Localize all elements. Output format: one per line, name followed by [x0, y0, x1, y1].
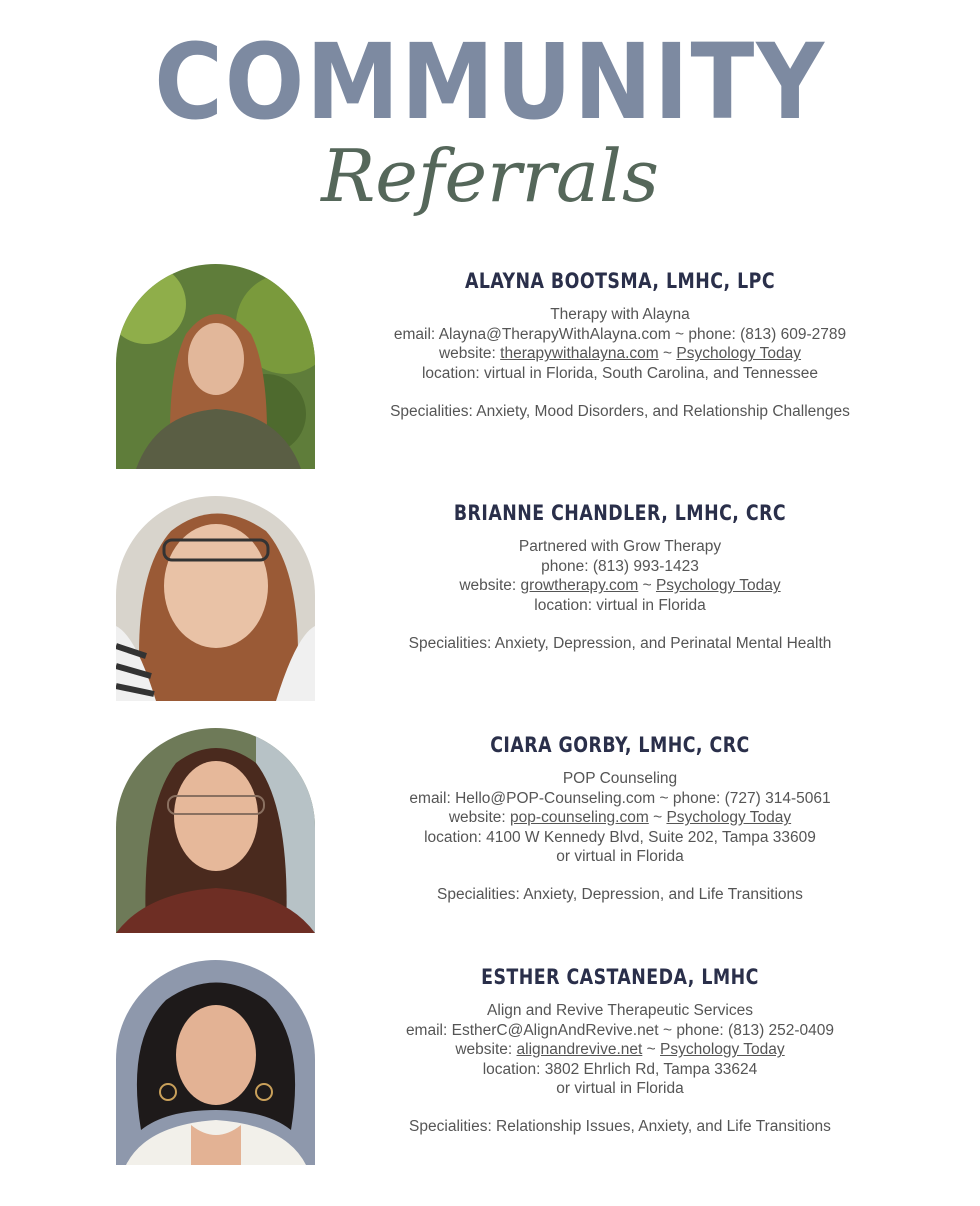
email-label: email:	[409, 789, 451, 807]
psychology-today-link[interactable]: Psychology Today	[676, 345, 802, 363]
phone-number: (813) 609-2789	[740, 325, 847, 343]
practice-name: POP Counseling	[562, 770, 678, 788]
location-line: location: 4100 W Kennedy Blvd, Suite 202, Tampa 33609	[424, 828, 816, 846]
location-line: location: virtual in Florida	[534, 596, 706, 614]
contact-line	[360, 789, 880, 808]
email-address: EstherC@AlignAndRevive.net	[451, 1021, 659, 1039]
psychology-today-link[interactable]: Psychology Today	[655, 577, 781, 595]
separator: ~	[659, 789, 669, 807]
specialities: Specialities: Anxiety, Depression, and Life Transitions	[437, 886, 803, 904]
therapist-photo	[116, 960, 315, 1165]
location-line-2: or virtual in Florida	[556, 1080, 684, 1098]
spacer	[360, 1098, 880, 1117]
spacer	[360, 383, 880, 402]
psychology-today-link[interactable]: Psychology Today	[660, 1041, 785, 1059]
location-line: location: 3802 Ehrlich Rd, Tampa 33624	[482, 1060, 758, 1078]
website-link[interactable]: growtherapy.com	[520, 577, 639, 595]
page-title: COMMUNITY	[154, 21, 826, 143]
website-link[interactable]: therapywithalayna.com	[500, 345, 659, 363]
website-label: website:	[448, 809, 506, 827]
referral-card	[0, 960, 980, 1166]
spacer	[360, 615, 880, 634]
referral-card	[0, 264, 980, 470]
therapist-photo	[116, 264, 315, 469]
therapist-name: ALAYNA BOOTSMA, LMHC, LPC	[464, 269, 776, 293]
therapist-name: ESTHER CASTANEDA, LMHC	[481, 965, 759, 989]
website-line	[360, 344, 880, 363]
psychology-today-link[interactable]: Psychology Today	[666, 809, 792, 827]
location-line: location: virtual in Florida, South Carolina, and Tennessee	[421, 364, 819, 382]
phone-number: (813) 993-1423	[592, 557, 699, 575]
email-address: Hello@POP-Counseling.com	[455, 789, 656, 807]
page-subtitle: Referrals	[321, 134, 659, 218]
separator: ~	[675, 325, 685, 343]
separator: ~	[642, 577, 652, 595]
therapist-name: CIARA GORBY, LMHC, CRC	[490, 733, 750, 757]
phone-number: (727) 314-5061	[724, 789, 831, 807]
separator: ~	[646, 1041, 656, 1059]
therapist-name: BRIANNE CHANDLER, LMHC, CRC	[453, 501, 787, 525]
practice-name: Align and Revive Therapeutic Services	[487, 1002, 753, 1020]
phone-label: phone:	[676, 1021, 724, 1039]
therapist-info	[360, 501, 880, 653]
phone-number: (813) 252-0409	[728, 1021, 835, 1039]
email-label: email:	[405, 1021, 448, 1039]
contact-line	[360, 325, 880, 344]
website-link[interactable]: pop-counseling.com	[510, 809, 649, 827]
practice-name: Therapy with Alayna	[550, 306, 690, 324]
phone-label: phone:	[688, 325, 736, 343]
practice-name: Partnered with Grow Therapy	[518, 538, 722, 556]
therapist-info	[360, 733, 880, 905]
contact-line	[360, 1021, 880, 1040]
website-line	[360, 1040, 880, 1059]
contact-line	[360, 557, 880, 576]
phone-label: phone:	[672, 789, 721, 807]
email-address: Alayna@TherapyWithAlayna.com	[438, 325, 671, 343]
spacer	[360, 866, 880, 885]
therapist-info	[360, 269, 880, 421]
therapist-photo	[116, 728, 315, 933]
email-label: email:	[393, 325, 436, 343]
website-link[interactable]: alignandrevive.net	[516, 1041, 643, 1059]
specialities: Specialities: Anxiety, Depression, and Perinatal Mental Health	[408, 635, 832, 653]
website-label: website:	[455, 1041, 513, 1059]
website-label: website:	[459, 577, 517, 595]
separator: ~	[653, 809, 663, 827]
specialities: Specialities: Relationship Issues, Anxiety, and Life Transitions	[409, 1118, 831, 1136]
specialities: Specialities: Anxiety, Mood Disorders, and Relationship Challenges	[390, 403, 850, 421]
separator: ~	[662, 1021, 672, 1039]
referral-card	[0, 728, 980, 934]
location-line-2: or virtual in Florida	[556, 848, 684, 866]
therapist-info	[360, 965, 880, 1137]
page-header	[0, 21, 980, 218]
website-label: website:	[438, 345, 496, 363]
website-line	[360, 576, 880, 595]
therapist-photo	[116, 496, 315, 701]
referral-card	[0, 496, 980, 702]
website-line	[360, 808, 880, 827]
separator: ~	[663, 345, 673, 363]
phone-label: phone:	[541, 557, 589, 575]
